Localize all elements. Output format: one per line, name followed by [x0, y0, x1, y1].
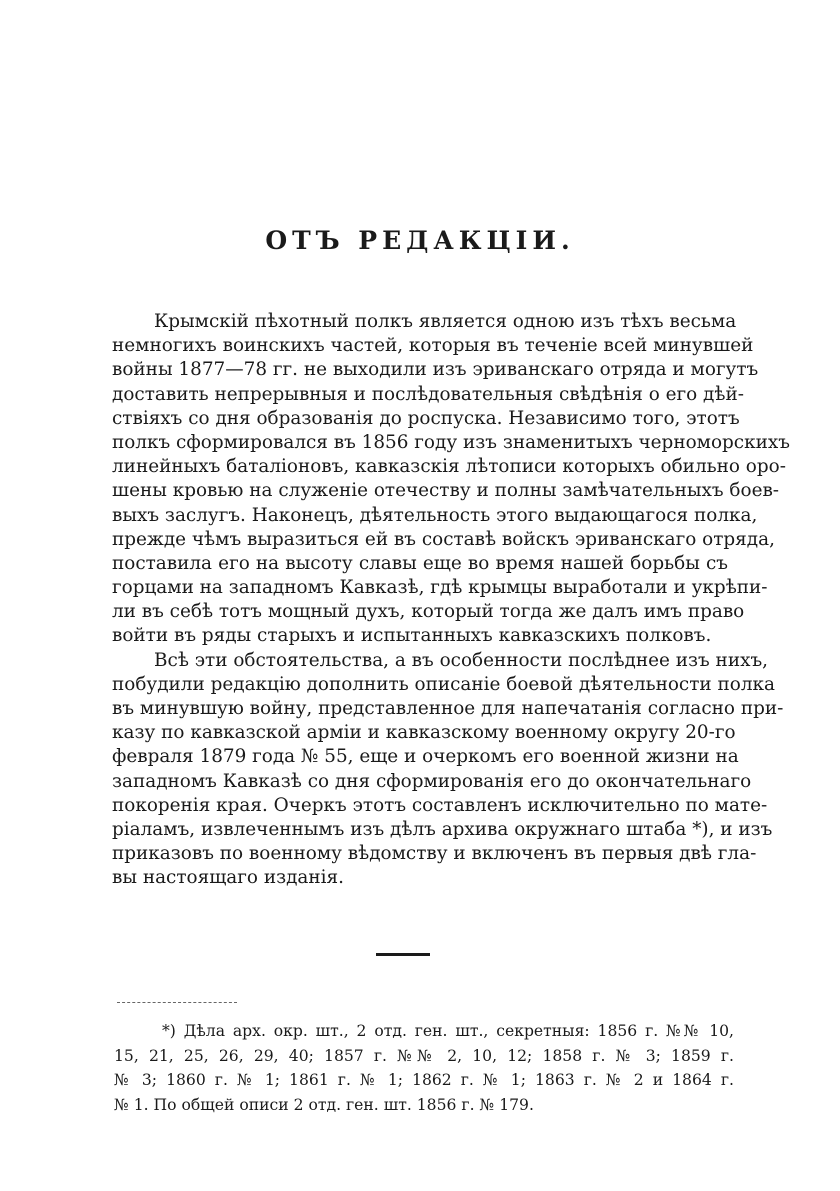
text-line: приказовъ по военному вѣдомству и включенъ въ первыя двѣ гла-: [112, 843, 757, 865]
text-line: горцами на западномъ Кавказѣ, гдѣ крымцы выработали и укрѣпи-: [112, 577, 768, 599]
text-line: побудили редакцію дополнить описаніе боевой дѣятельности полка: [112, 673, 775, 695]
text-line: доставить непрерывныя и послѣдовательныя свѣдѣнія о его дѣй-: [112, 383, 744, 405]
footnote-line: 15, 21, 25, 26, 29, 40; 1857 г. №№ 2, 10, 12; 1858 г. № 3; 1859 г.: [114, 1046, 734, 1065]
footnote-line: № 1. По общей описи 2 отд. ген. шт. 1856 г. № 179.: [114, 1095, 534, 1114]
footnote-line: *) Дѣла арх. окр. шт., 2 отд. ген. шт., секретныя: 1856 г. №№ 10,: [162, 1022, 734, 1040]
paragraph-1: [112, 310, 790, 649]
text-line: немногихъ воинскихъ частей, которыя въ теченіе всей минувшей: [112, 335, 754, 357]
section-divider: [376, 953, 430, 956]
text-line: выхъ заслугъ. Наконецъ, дѣятельность этого выдающагося полка,: [112, 504, 758, 526]
text-line: ріаламъ, извлеченнымъ изъ дѣлъ архива окружнаго штаба *), и изъ: [112, 818, 773, 840]
text-line: поставила его на высоту славы еще во время нашей борьбы съ: [112, 552, 728, 574]
text-line: войти въ ряды старыхъ и испытанныхъ кавказскихъ полковъ.: [112, 625, 712, 647]
text-line: февраля 1879 года № 55, еще и очеркомъ его военной жизни на: [112, 746, 739, 768]
footnote-separator: [117, 1002, 237, 1003]
text-line: въ минувшую войну, представленное для напечатанія согласно при-: [112, 698, 784, 719]
paragraph-2: [112, 649, 784, 891]
body-text: [112, 310, 790, 891]
text-line: казу по кавказской арміи и кавказскому военному округу 20-го: [112, 722, 736, 744]
text-line: линейныхъ баталіоновъ, кавказскія лѣтописи которыхъ обильно оро-: [112, 456, 786, 478]
text-line: полкъ сформировался въ 1856 году изъ знаменитыхъ черноморскихъ: [112, 431, 790, 453]
text-line: войны 1877—78 гг. не выходили изъ эриванскаго отряда и могутъ: [112, 359, 759, 381]
text-line: ствіяхъ со дня образованія до роспуска. Независимо того, этотъ: [112, 407, 740, 429]
text-line: ли въ себѣ тотъ мощный духъ, который тогда же далъ имъ право: [112, 601, 745, 623]
page-title: ОТЪ РЕДАКЦІИ.: [265, 226, 575, 255]
text-line: шены кровью на служеніе отечеству и полны замѣчательныхъ боев-: [112, 480, 780, 502]
footnote: [114, 1019, 734, 1117]
text-line: прежде чѣмъ выразиться ей въ составѣ войскъ эриванскаго отряда,: [112, 528, 775, 550]
text-line: покоренія края. Очеркъ этотъ составленъ исключительно по мате-: [112, 794, 768, 816]
text-line: Всѣ эти обстоятельства, а въ особенности послѣднее изъ нихъ,: [154, 649, 768, 671]
text-line: вы настоящаго изданія.: [112, 867, 344, 889]
footnote-line: № 3; 1860 г. № 1; 1861 г. № 1; 1862 г. № 1; 1863 г. № 2 и 1864 г.: [114, 1071, 734, 1089]
text-line: Крымскій пѣхотный полкъ является одною изъ тѣхъ весьма: [154, 311, 737, 332]
text-line: западномъ Кавказѣ со дня сформированія его до окончательнаго: [112, 770, 752, 792]
